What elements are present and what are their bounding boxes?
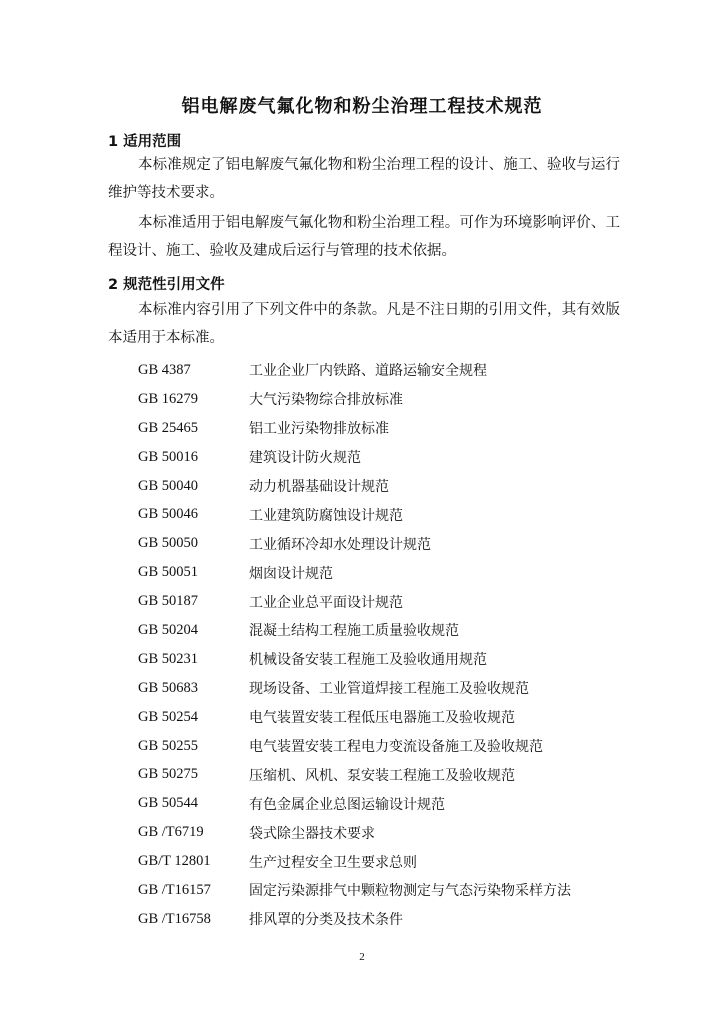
reference-title: 生产过程安全卫生要求总则 bbox=[249, 854, 417, 871]
section-heading-references: 2 规范性引用文件 bbox=[108, 277, 225, 293]
reference-title: 铝工业污染物排放标准 bbox=[249, 421, 389, 438]
scope-paragraph-2: 本标准适用于铝电解废气氟化物和粉尘治理工程。可作为环境影响评价、工程设计、施工、验收及建成后运行与管理的技术依据。 bbox=[108, 215, 620, 259]
reference-item bbox=[138, 905, 571, 934]
page-number: 2 bbox=[359, 951, 365, 963]
reference-code: GB 50683 bbox=[138, 679, 199, 696]
reference-title: 排风罩的分类及技术条件 bbox=[249, 912, 403, 929]
reference-item bbox=[138, 876, 571, 905]
reference-item bbox=[138, 529, 571, 558]
reference-code: GB 50231 bbox=[138, 650, 199, 667]
reference-code: GB /T16157 bbox=[138, 881, 211, 898]
reference-list bbox=[138, 356, 571, 934]
reference-code: GB/T 12801 bbox=[138, 853, 211, 870]
reference-item bbox=[138, 414, 571, 443]
reference-item bbox=[138, 789, 571, 818]
reference-title: 压缩机、风机、泵安装工程施工及验收规范 bbox=[249, 767, 515, 784]
reference-item bbox=[138, 443, 571, 472]
reference-item bbox=[138, 760, 571, 789]
reference-title: 工业企业总平面设计规范 bbox=[249, 594, 403, 611]
reference-code: GB 50050 bbox=[138, 535, 199, 552]
reference-code: GB 50275 bbox=[138, 766, 199, 783]
reference-item bbox=[138, 500, 571, 529]
reference-code: GB 50187 bbox=[138, 593, 199, 610]
reference-code: GB 50254 bbox=[138, 708, 199, 725]
reference-item bbox=[138, 645, 571, 674]
reference-item bbox=[138, 818, 571, 847]
reference-item bbox=[138, 674, 571, 703]
reference-code: GB 50204 bbox=[138, 621, 199, 638]
reference-title: 固定污染源排气中颗粒物测定与气态污染物采样方法 bbox=[249, 883, 571, 900]
reference-item bbox=[138, 703, 571, 732]
reference-code: GB 50051 bbox=[138, 564, 199, 581]
reference-item bbox=[138, 356, 571, 385]
section-heading-scope: 1 适用范围 bbox=[108, 134, 182, 150]
reference-code: GB 16279 bbox=[138, 390, 199, 407]
reference-code: GB 50040 bbox=[138, 477, 199, 494]
reference-title: 工业企业厂内铁路、道路运输安全规程 bbox=[249, 363, 487, 380]
reference-title: 有色金属企业总图运输设计规范 bbox=[249, 796, 445, 813]
reference-item bbox=[138, 385, 571, 414]
reference-title: 袋式除尘器技术要求 bbox=[249, 825, 375, 842]
document-title: 铝电解废气氟化物和粉尘治理工程技术规范 bbox=[181, 96, 543, 117]
reference-item bbox=[138, 732, 571, 761]
reference-title: 电气装置安装工程电力变流设备施工及验收规范 bbox=[249, 739, 543, 756]
reference-title: 建筑设计防火规范 bbox=[249, 450, 361, 467]
reference-item bbox=[138, 847, 571, 876]
reference-title: 大气污染物综合排放标准 bbox=[249, 392, 403, 409]
reference-title: 现场设备、工业管道焊接工程施工及验收规范 bbox=[249, 681, 529, 698]
reference-item bbox=[138, 472, 571, 501]
reference-title: 烟囱设计规范 bbox=[249, 565, 333, 582]
reference-code: GB 50255 bbox=[138, 737, 199, 754]
reference-code: GB 50016 bbox=[138, 448, 199, 465]
reference-item bbox=[138, 587, 571, 616]
reference-code: GB 25465 bbox=[138, 419, 199, 436]
reference-title: 工业循环冷却水处理设计规范 bbox=[249, 536, 431, 553]
reference-title: 混凝土结构工程施工质量验收规范 bbox=[249, 623, 459, 640]
scope-paragraph-1: 本标准规定了铝电解废气氟化物和粉尘治理工程的设计、施工、验收与运行维护等技术要求。 bbox=[108, 157, 620, 201]
reference-code: GB /T6719 bbox=[138, 824, 204, 841]
reference-title: 工业建筑防腐蚀设计规范 bbox=[249, 507, 403, 524]
reference-code: GB 50046 bbox=[138, 506, 199, 523]
reference-item bbox=[138, 558, 571, 587]
reference-title: 电气装置安装工程低压电器施工及验收规范 bbox=[249, 710, 515, 727]
reference-code: GB 4387 bbox=[138, 361, 191, 378]
reference-code: GB 50544 bbox=[138, 795, 199, 812]
references-intro-paragraph: 本标准内容引用了下列文件中的条款。凡是不注日期的引用文件，其有效版本适用于本标准。 bbox=[108, 302, 620, 346]
reference-code: GB /T16758 bbox=[138, 910, 211, 927]
reference-item bbox=[138, 616, 571, 645]
reference-title: 机械设备安装工程施工及验收通用规范 bbox=[249, 652, 487, 669]
reference-title: 动力机器基础设计规范 bbox=[249, 479, 389, 495]
